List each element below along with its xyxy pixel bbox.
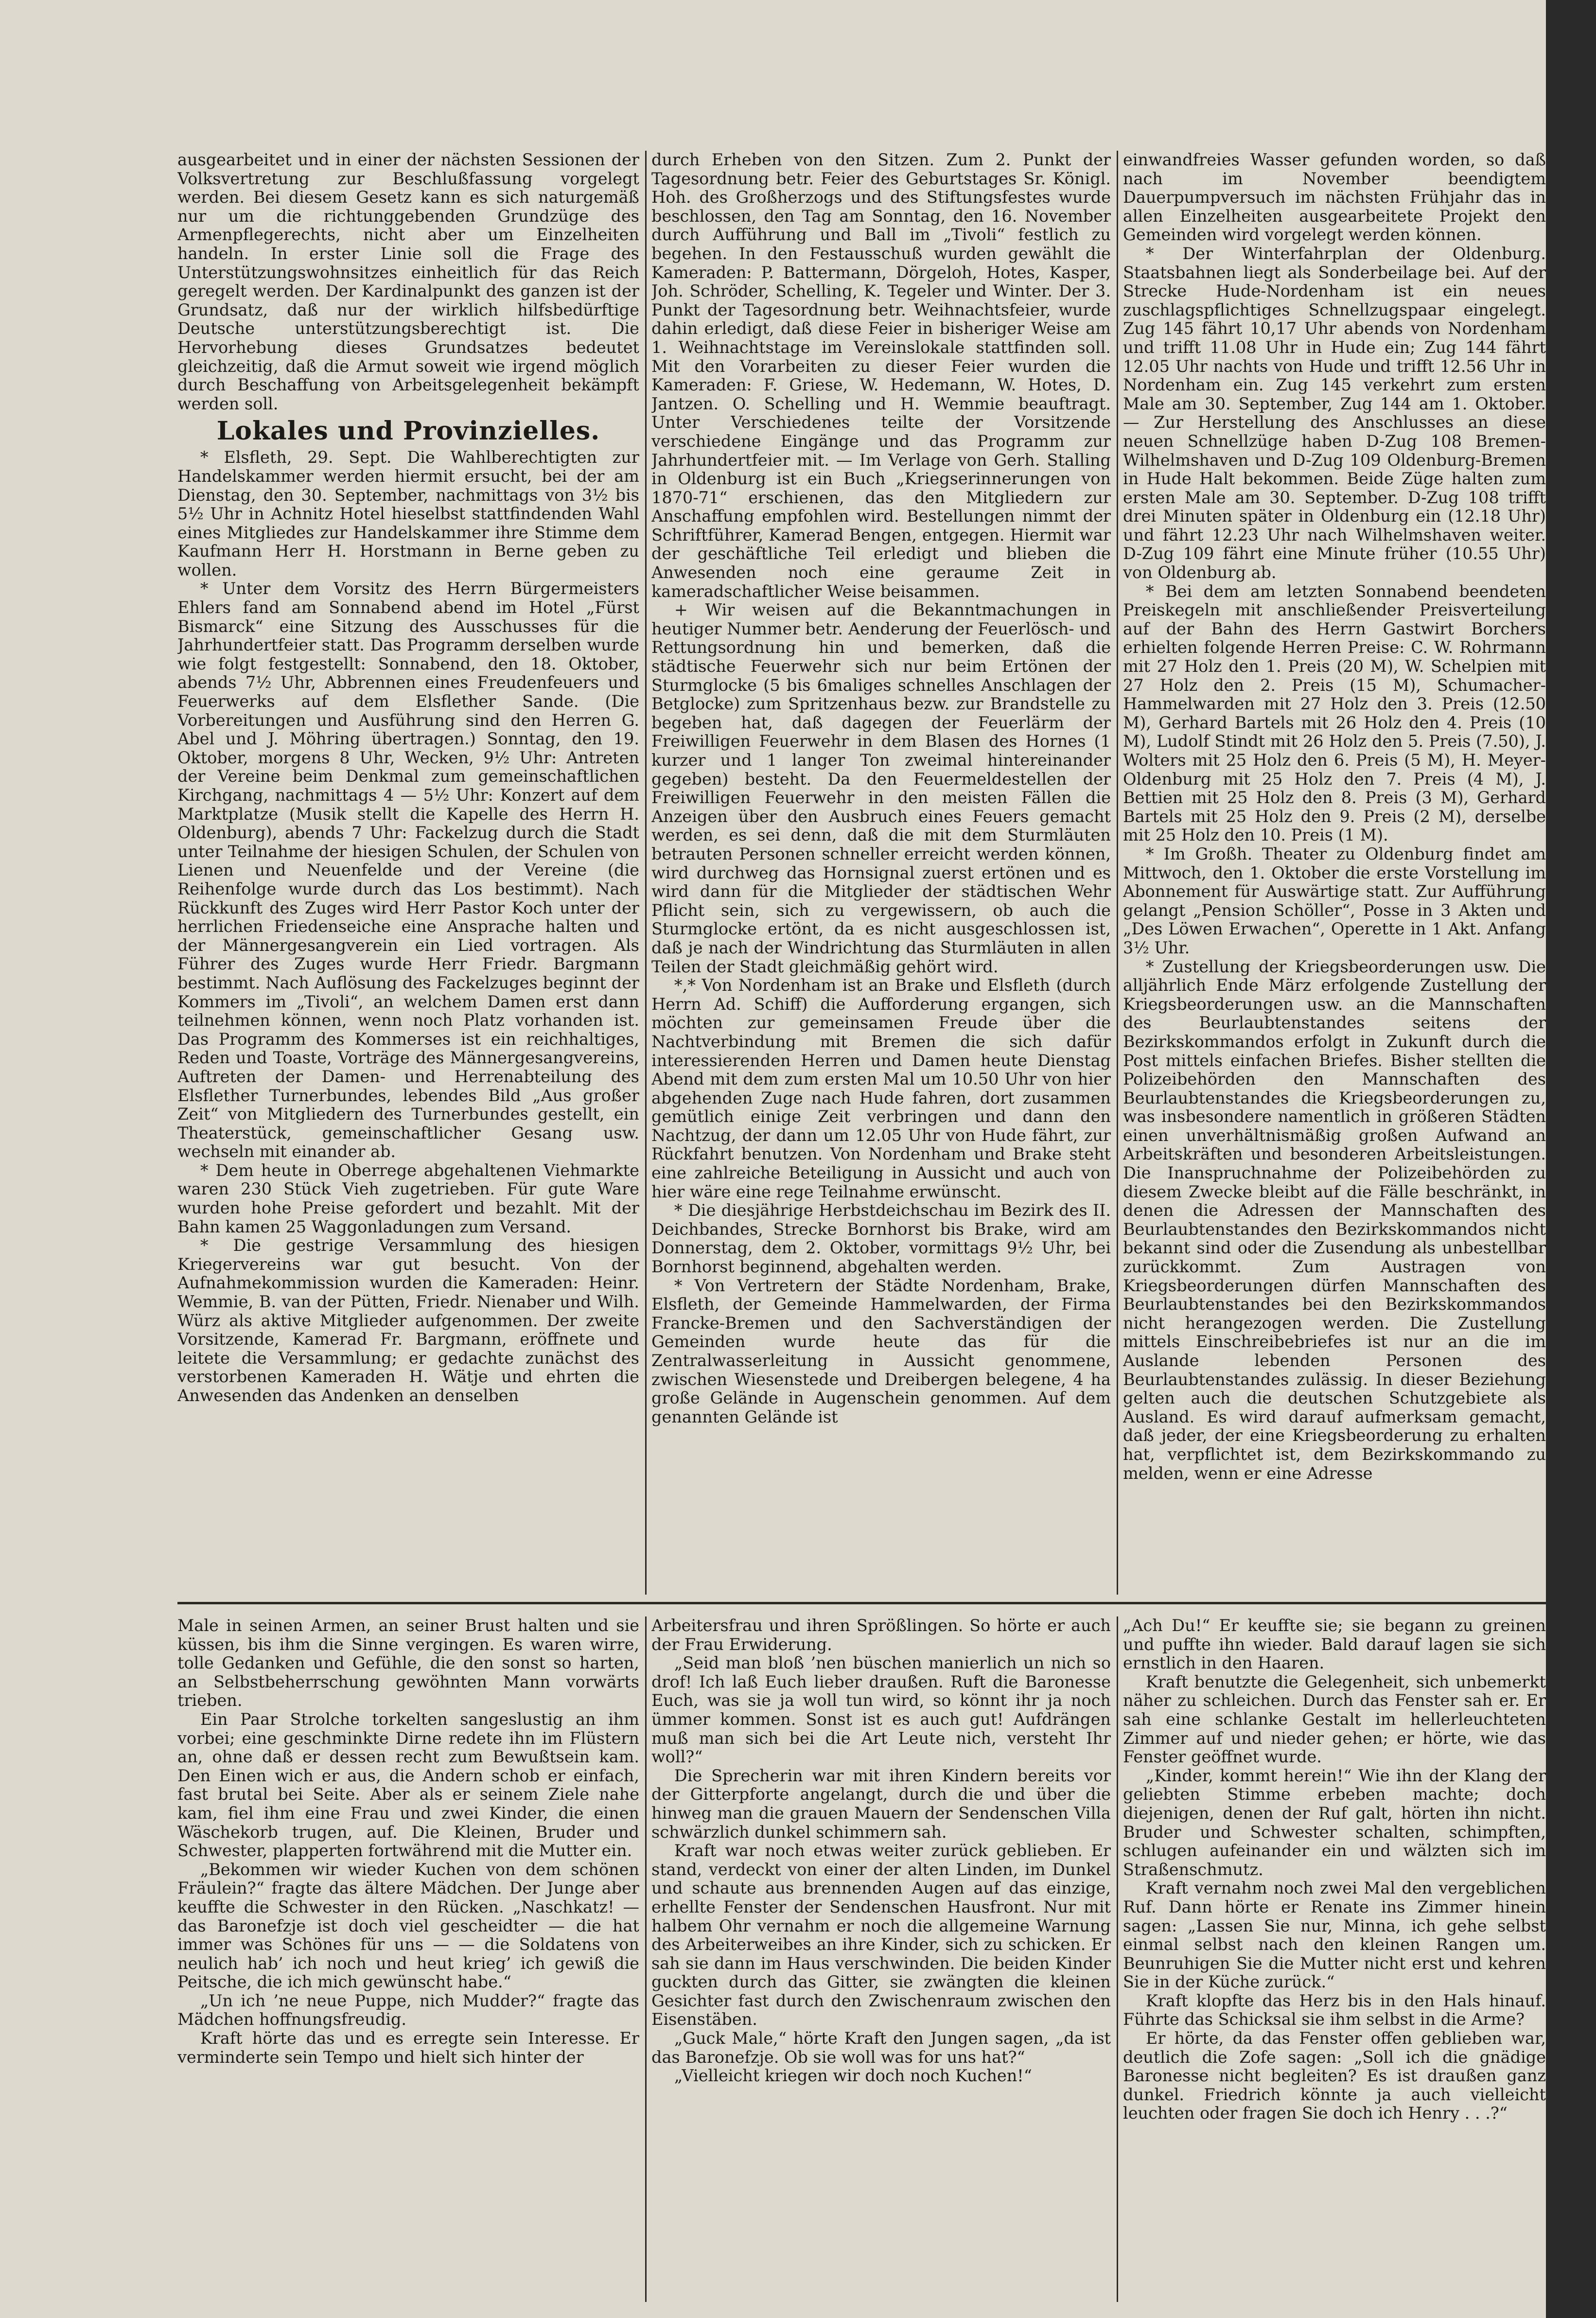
column-divider [1117, 151, 1118, 1595]
paragraph: durch Erheben von den Sitzen. Zum 2. Punkt der Tagesordnung betr. Feier des Geburtstages Sr. Königl. Hoh. des Großherzogs und des Stiftungsfestes wurde beschlossen, den Tag am Sonntag, den 16. November durch Aufführung und Ball im „Tivoli“ festlich zu begehen. In den Festausschuß wurden gewählt die Kameraden: P. Battermann, Dörgeloh, Hotes, Kasper, Joh. Schröder, Schelling, K. Tegeler und Winter. Der 3. Punkt der Tagesordnung betr. Weihnachtsfeier, wurde dahin erledigt, daß diese Feier in bisheriger Weise am 1. Weihnachtstage im Vereinslokale stattfinden soll. Mit den Vorarbeiten zu dieser Feier wurden die Kameraden: F. Griese, W. Hedemann, W. Hotes, D. Jantzen. O. Schelling und H. Wemmie beauftragt. Unter Verschiedenes teilte der Vorsitzende verschiedene Eingänge und das Programm zur Jahrhundertfeier mit. — Im Verlage von Gerh. Stalling in Oldenburg ist ein Buch „Kriegserinnerungen von 1870-71“ erschienen, das den Mitgliedern zur Anschaffung empfohlen wird. Bestellungen nimmt der Schriftführer, Kamerad Bengen, entgegen. Hiermit war der geschäftliche Teil erledigt und blieben die Anwesenden noch eine geraume Zeit in kameradschaftlicher Weise beisammen. [651, 151, 1111, 601]
paragraph: „Kinder, kommt herein!“ Wie ihn der Klang der geliebten Stimme erbeben machte; doch diejenigen, denen der Ruf galt, hörten ihn nicht. Bruder und Schwester schalten, schimpften, schlugen aufeinander ein und wälzten sich im Straßenschmutz. [1123, 1766, 1546, 1879]
paragraph: * Zustellung der Kriegsbeorderungen usw. Die alljährlich Ende März erfolgende Zustellung der Kriegsbeorderungen usw. an die Mannschaften des Beurlaubtenstandes seitens der Bezirkskommandos erfolgt in Zukunft durch die Post mittels einfachen Briefes. Bisher stellten die Polizeibehörden den Mannschaften des Beurlaubtenstandes die Kriegsbeorderungen zu, was insbesondere namentlich in größeren Städten einen unverhältnismäßig großen Aufwand an Arbeitskräften und besonderen Arbeitsleistungen. Die Inanspruchnahme der Polizeibehörden zu diesem Zwecke bleibt auf die Fälle beschränkt, in denen die Adressen der Mannschaften des Beurlaubtenstandes den Bezirkskommandos nicht bekannt sind oder die Zusendung als unbestellbar zurückkommt. Zum Austragen von Kriegsbeorderungen dürfen Mannschaften des Beurlaubtenstandes bei den Bezirkskommandos nicht herangezogen werden. Die Zustellung mittels Einschreibebriefes ist nur an die im Auslande lebenden Personen des Beurlaubtenstandes zulässig. In dieser Beziehung gelten auch die deutschen Schutzgebiete als Ausland. Es wird darauf aufmerksam gemacht, daß jeder, der eine Kriegsbeorderung zu erhalten hat, verpflichtet ist, dem Bezirkskommando zu melden, wenn er eine Adresse [1123, 957, 1546, 1483]
paragraph: * Elsfleth, 29. Sept. Die Wahlberechtigten zur Handelskammer werden hiermit ersucht, bei der am Dienstag, den 30. September, nachmittags von 3½ bis 5½ Uhr in Achnitz Hotel hieselbst stattfindenden Wahl eines Mitgliedes zur Handelskammer ihre Stimme dem Kaufmann Herr H. Horstmann in Berne geben zu wollen. [177, 448, 639, 580]
paragraph: Male in seinen Armen, an seiner Brust halten und sie küssen, bis ihm die Sinne vergingen. Es waren wirre, tolle Gedanken und Gefühle, die den sonst so harten, an Selbstbeherrschung gewöhnten Mann vorwärts trieben. [177, 1616, 639, 1710]
paragraph: Arbeitersfrau und ihren Sprößlingen. So hörte er auch der Frau Erwiderung. [651, 1616, 1111, 1654]
column-divider [1117, 1616, 1118, 2302]
paragraph: „Un ich ’ne neue Puppe, nich Mudder?“ fragte das Mädchen hoffnungsfreudig. [177, 1991, 639, 2029]
paragraph: * Die gestrige Versammlung des hiesigen Kriegervereins war gut besucht. Von der Aufnahmekommission wurden die Kameraden: Heinr. Wemmie, B. van der Pütten, Friedr. Nienaber und Wilh. Würz als aktive Mitglieder aufgenommen. Der zweite Vorsitzende, Kamerad Fr. Bargmann, eröffnete und leitete die Versammlung; er gedachte zunächst des verstorbenen Kameraden H. Wätje und ehrten die Anwesenden das Andenken an denselben [177, 1236, 639, 1405]
paragraph: Kraft benutzte die Gelegenheit, sich unbemerkt näher zu schleichen. Durch das Fenster sah er. Er sah eine schlanke Gestalt im hellerleuchteten Zimmer auf und nieder gehen; er hörte, wie das Fenster geöffnet wurde. [1123, 1672, 1546, 1767]
feuilleton-column-2 [651, 1616, 1111, 2307]
column-divider [645, 1616, 647, 2302]
paragraph: „Bekommen wir wieder Kuchen von dem schönen Fräulein?“ fragte das ältere Mädchen. Der Junge aber keuffte die Schwester in den Rücken. „Naschkatz! — das Baronefzje ist doch viel gescheidter — die hat immer was Schönes für uns — — die Soldatens von neulich hab’ ich noch und heut krieg’ ich gewiß die Peitsche, die ich mich gewünscht habe.“ [177, 1860, 639, 1992]
paragraph: * Die diesjährige Herbstdeichschau im Bezirk des II. Deichbandes, Strecke Bornhorst bis Brake, wird am Donnerstag, dem 2. Oktober, vormittags 9½ Uhr, bei Bornhorst beginnend, abgehalten werden. [651, 1201, 1111, 1277]
paragraph: Kraft hörte das und es erregte sein Interesse. Er verminderte sein Tempo und hielt sich hinter der [177, 2029, 639, 2067]
column-divider [645, 151, 647, 1595]
paragraph: „Seid man bloß ’nen büschen manierlich un nich so drof! Ich laß Euch lieber draußen. Ruft die Baronesse Euch, was sie ja woll tun wird, so könnt ihr ja noch ümmer kommen. Sonst ist es auch gut! Aufdrängen muß man sich bei die Art Leute nich, versteht Ihr woll?“ [651, 1653, 1111, 1767]
paragraph: Kraft klopfte das Herz bis in den Hals hinauf. Führte das Schicksal sie ihm selbst in die Arme? [1123, 1991, 1546, 2029]
paragraph: „Ach Du!“ Er keuffte sie; sie begann zu greinen und puffte ihn wieder. Bald darauf lagen sie sich ernstlich in den Haaren. [1123, 1616, 1546, 1673]
column-3 [1123, 151, 1546, 1599]
paragraph: „Guck Male,“ hörte Kraft den Jungen sagen, „da ist das Baronefzje. Ob sie woll was for uns hat?“ [651, 2029, 1111, 2067]
paragraph: Kraft vernahm noch zwei Mal den vergeblichen Ruf. Dann hörte er Renate ins Zimmer hinein sagen: „Lassen Sie nur, Minna, ich gehe selbst einmal selbst nach den kleinen Rangen um. Beunruhigen Sie die Mutter nicht erst und kehren Sie in der Küche zurück.“ [1123, 1879, 1546, 1992]
column-2 [651, 151, 1111, 1599]
paragraph: Er hörte, da das Fenster offen geblieben war, deutlich die Zofe sagen: „Soll ich die gnädige Baronesse nicht begleiten? Es ist draußen ganz dunkel. Friedrich könnte ja auch vielleicht leuchten oder fragen Sie doch ich Henry . . .?“ [1123, 2029, 1546, 2123]
paragraph: * Bei dem am letzten Sonnabend beendeten Preiskegeln mit anschließender Preisverteilung auf der Bahn des Herrn Gastwirt Borchers erhielten folgende Herren Preise: C. W. Rohrmann mit 27 Holz den 1. Preis (20 M), W. Schelpien mit 27 Holz den 2. Preis (15 M), Schumacher-Hammelwarden mit 27 Holz den 3. Preis (12.50 M), Gerhard Bartels mit 26 Holz den 4. Preis (10 M), Ludolf Stindt mit 26 Holz den 5. Preis (7.50), J. Wolters mit 25 Holz den 6. Preis (5 M), H. Meyer-Oldenburg mit 25 Holz den 7. Preis (4 M), J. Bettien mit 25 Holz den 8. Preis (3 M), Gerhard Bartels mit 25 Holz den 9. Preis (2 M), derselbe mit 25 Holz den 10. Preis (1 M). [1123, 581, 1546, 845]
feuilleton-divider [177, 1602, 1546, 1604]
paragraph: * Dem heute in Oberrege abgehaltenen Viehmarkte waren 230 Stück Vieh zugetrieben. Für gute Ware wurden hohe Preise gefordert und bezahlt. Mit der Bahn kamen 25 Waggonladungen zum Versand. [177, 1160, 639, 1236]
feuilleton-column-3 [1123, 1616, 1546, 2307]
paragraph: * Im Großh. Theater zu Oldenburg findet am Mittwoch, den 1. Oktober die erste Vorstellung im Abonnement für Auswärtige statt. Zur Aufführung gelangt „Pension Schöller“, Posse in 3 Akten und „Des Löwen Erwachen“, Operette in 1 Akt. Anfang 3½ Uhr. [1123, 844, 1546, 957]
scan-background-edge [1546, 0, 1596, 2318]
section-heading: Lokales und Provinzielles. [216, 416, 600, 446]
paragraph: Ein Paar Strolche torkelten sangeslustig an ihm vorbei; eine geschminkte Dirne redete ihn im Flüstern an, ohne daß er dessen recht zum Bewußtsein kam. Den Einen wich er aus, die Andern schob er einfach, fast brutal bei Seite. Aber als er seinem Ziele nahe kam, fiel ihm eine Frau und zwei Kinder, die einen Wäschekorb trugen, auf. Die Kleinen, Bruder und Schwester, plapperten fortwährend mit die Mutter ein. [177, 1709, 639, 1861]
paragraph: * Unter dem Vorsitz des Herrn Bürgermeisters Ehlers fand am Sonnabend abend im Hotel „Fürst Bismarck“ eine Sitzung des Ausschusses für die Jahrhundertfeier statt. Das Programm derselben wurde wie folgt festgestellt: Sonnabend, den 18. Oktober, abends 7½ Uhr, Abbrennen eines Freudenfeuers und Feuerwerks auf dem Elsflether Sande. (Die Vorbereitungen und Ausführung sind den Herren G. Abel und J. Möhring übertragen.) Sonntag, den 19. Oktober, morgens 8 Uhr, Wecken, 9½ Uhr: Antreten der Vereine beim Denkmal zum gemeinschaftlichen Kirchgang, nachmittags 4 — 5½ Uhr: Konzert auf dem Marktplatze (Musik stellt die Kapelle des Herrn H. Oldenburg), abends 7 Uhr: Fackelzug durch die Stadt unter Teilnahme der hiesigen Schulen, der Schulen von Lienen und Neuenfelde und der Vereine (die Reihenfolge wurde durch das Los bestimmt). Nach Rückkunft des Zuges wird Herr Pastor Koch unter der herrlichen Friedenseiche eine Ansprache halten und der Männergesangverein ein Lied vortragen. Als Führer des Zuges wurde Herr Friedr. Bargmann bestimmt. Nach Auflösung des Fackelzuges beginnt der Kommers im „Tivoli“, an welchem Damen erst dann teilnehmen können, wenn noch Platz vorhanden ist. Das Programm des Kommerses ist ein reichhaltiges, Reden und Toaste, Vorträge des Männergesangvereins, Auftreten der Damen- und Herrenabteilung des Elsflether Turnerbundes, lebendes Bild „Aus großer Zeit“ von Mitgliedern des Turnerbundes gestellt, ein Theaterstück, gemeinschaftlicher Gesang usw. wechseln mit einander ab. [177, 579, 639, 1161]
paragraph: * Von Vertretern der Städte Nordenham, Brake, Elsfleth, der Gemeinde Hammelwarden, der Firma Francke-Bremen und den Sachverständigen der Gemeinden wurde heute das für die Zentralwasserleitung in Aussicht genommene, zwischen Wiesenstede und Dreibergen belegene, 4 ha große Gelände in Augenschein genommen. Auf dem genannten Gelände ist [651, 1276, 1111, 1426]
paragraph: „Vielleicht kriegen wir doch noch Kuchen!“ [674, 2066, 1032, 2086]
paragraph: + Wir weisen auf die Bekanntmachungen in heutiger Nummer betr. Aenderung der Feuerlösch- und Rettungsordnung hin und bemerken, daß die städtische Feuerwehr sich nur beim Ertönen der Sturmglocke (5 bis 6maliges schnelles Anschlagen der Betglocke) zum Spritzenhaus bezw. zur Brandstelle zu begeben hat, daß dagegen der Feuerlärm der Freiwilligen Feuerwehr in dem Blasen des Hornes (1 kurzer und 1 langer Ton zweimal hintereinander gegeben) besteht. Da den Feuermeldestellen der Freiwilligen Feuerwehr in den meisten Fällen die Anzeigen über den Ausbruch eines Feuers gemacht werden, es sei denn, daß die mit dem Sturmläuten betrauten Personen schneller erreicht werden können, wird durchweg das Hornsignal zuerst ertönen und es wird dann für die Mitglieder der städtischen Wehr Pflicht sein, sich zu vergewissern, ob auch die Sturmglocke ertönt, da es nicht ausgeschlossen ist, daß je nach der Windrichtung das Sturmläuten in allen Teilen der Stadt gleichmäßig gehört wird. [651, 600, 1111, 976]
paragraph: *,* Von Nordenham ist an Brake und Elsfleth (durch Herrn Ad. Schiff) die Aufforderung ergangen, sich möchten zur gemeinsamen Freude über die Nachtverbindung mit Bremen die sich dafür interessierenden Herren und Damen heute Dienstag Abend mit dem zum ersten Mal um 10.50 Uhr von hier abgehenden Zuge nach Hude fahren, dort zusammen gemütlich einige Zeit verbringen und dann den Nachtzug, der dann um 12.05 Uhr von Hude fährt, zur Rückfahrt benutzen. Von Nordenham und Brake steht eine zahlreiche Beteiligung in Aussicht und auch von hier wäre eine rege Teilnahme erwünscht. [651, 976, 1111, 1201]
paragraph: einwandfreies Wasser gefunden worden, so daß nach im November beendigtem Dauerpumpversuch im nächsten Frühjahr das in allen Einzelheiten ausgearbeitete Projekt den Gemeinden wird vorgelegt werden können. [1123, 151, 1546, 245]
feuilleton-column-1 [177, 1616, 639, 2307]
column-1 [177, 151, 639, 1599]
paragraph: Kraft war noch etwas weiter zurück geblieben. Er stand, verdeckt von einer der alten Linden, im Dunkel und schaute aus brennenden Augen auf das einzige, erhellte Fenster der Sendenschen Hausfront. Nur mit halbem Ohr vernahm er noch die allgemeine Warnung des Arbeiterweibes an ihre Kinder, sich zu schicken. Er sah sie dann im Haus verschwinden. Die beiden Kinder guckten durch das Gitter, sie zwängten die kleinen Gesichter fast durch den Zwischenraum zwischen den Eisenstäben. [651, 1841, 1111, 2029]
paragraph: ausgearbeitet und in einer der nächsten Sessionen der Volksvertretung zur Beschlußfassung vorgelegt werden. Bei diesem Gesetz kann es sich naturgemäß nur um die richtunggebenden Grundzüge des Armenpflegerechts, nicht aber um Einzelheiten handeln. In erster Linie soll die Frage des Unterstützungswohnsitzes einheitlich für das Reich geregelt werden. Der Kardinalpunkt des ganzen ist der Grundsatz, daß nur der wirklich hilfsbedürftige Deutsche unterstützungsberechtigt ist. Die Hervorhebung dieses Grundsatzes bedeutet gleichzeitig, daß die Armut soweit wie irgend möglich durch Beschaffung von Arbeitsgelegenheit bekämpft werden soll. [177, 151, 639, 413]
paragraph: Die Sprecherin war mit ihren Kindern bereits vor der Gitterpforte angelangt, durch die und über die hinweg man die grauen Mauern der Sendenschen Villa schwärzlich dunkel schimmern sah. [651, 1766, 1111, 1842]
paragraph: * Der Winterfahrplan der Oldenburg. Staatsbahnen liegt als Sonderbeilage bei. Auf der Strecke Hude-Nordenham ist ein neues zuschlagspflichtiges Schnellzugspaar eingelegt. Zug 145 fährt 10,17 Uhr abends von Nordenham und trifft 11.08 Uhr in Hude ein; Zug 144 fährt 12.05 Uhr nachts von Hude und trifft 12.56 Uhr in Nordenham ein. Zug 145 verkehrt zum ersten Male am 30. September, Zug 144 am 1. Oktober. — Zur Herstellung des Anschlusses an diese neuen Schnellzüge haben D-Zug 108 Bremen-Wilhelmshaven und D-Zug 109 Oldenburg-Bremen in Hude Halt bekommen. Beide Züge halten zum ersten Male am 30. September. D-Zug 108 trifft drei Minuten später in Oldenburg ein (12.18 Uhr) und fährt 12.23 Uhr nach Wilhelmshaven weiter. D-Zug 109 fährt eine Minute früher (10.55 Uhr) von Oldenburg ab. [1123, 244, 1546, 582]
